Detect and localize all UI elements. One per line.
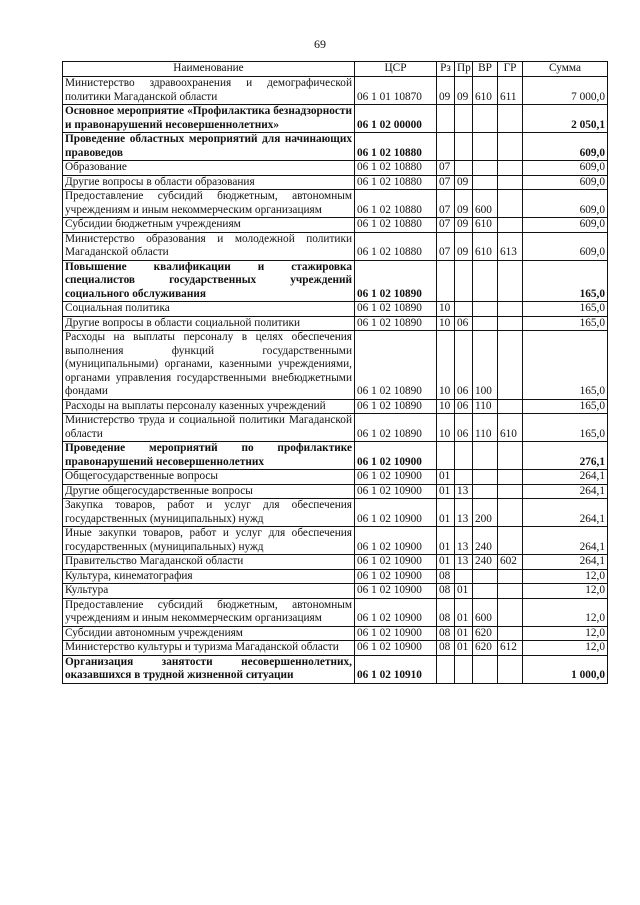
cell-sum: 12,0	[523, 626, 608, 641]
cell-sum: 264,1	[523, 499, 608, 527]
cell-gr	[498, 161, 523, 176]
cell-csr: 06 1 02 10910	[355, 655, 437, 683]
table-row	[63, 190, 608, 218]
cell-vr	[473, 133, 498, 161]
table-body	[63, 77, 608, 684]
cell-name: Расходы на выплаты персоналу казенных учреждений	[63, 399, 355, 414]
cell-vr	[473, 584, 498, 599]
cell-name: Проведение мероприятий по профилактике правонарушений несовершеннолетних	[63, 442, 355, 470]
cell-name: Другие вопросы в области образования	[63, 175, 355, 190]
table-row	[63, 232, 608, 260]
cell-rz: 07	[437, 161, 455, 176]
header-rz: Рз	[437, 62, 455, 77]
cell-rz: 01	[437, 499, 455, 527]
cell-rz	[437, 105, 455, 133]
cell-name: Закупка товаров, работ и услуг для обеспечения государственных (муниципальных) нужд	[63, 499, 355, 527]
cell-pr	[455, 161, 473, 176]
table-row	[63, 641, 608, 656]
cell-pr: 09	[455, 190, 473, 218]
cell-pr	[455, 302, 473, 317]
cell-vr: 100	[473, 331, 498, 400]
header-name: Наименование	[63, 62, 355, 77]
table-row	[63, 470, 608, 485]
cell-sum: 165,0	[523, 316, 608, 331]
cell-csr: 06 1 02 10880	[355, 161, 437, 176]
cell-csr: 06 1 01 10870	[355, 77, 437, 105]
cell-rz: 07	[437, 175, 455, 190]
table-row	[63, 442, 608, 470]
cell-rz	[437, 655, 455, 683]
cell-sum: 276,1	[523, 442, 608, 470]
cell-name: Министерство культуры и туризма Магаданской области	[63, 641, 355, 656]
cell-sum: 609,0	[523, 218, 608, 233]
cell-name: Предоставление субсидий бюджетным, автономным учреждениям и иным некоммерческим организациям	[63, 190, 355, 218]
cell-csr: 06 1 02 10900	[355, 470, 437, 485]
cell-pr	[455, 442, 473, 470]
cell-sum: 2 050,1	[523, 105, 608, 133]
cell-pr	[455, 569, 473, 584]
cell-vr	[473, 260, 498, 302]
cell-sum: 264,1	[523, 527, 608, 555]
cell-sum: 12,0	[523, 584, 608, 599]
header-vr: ВР	[473, 62, 498, 77]
cell-pr: 13	[455, 527, 473, 555]
cell-rz: 10	[437, 399, 455, 414]
cell-rz: 07	[437, 232, 455, 260]
cell-pr: 09	[455, 232, 473, 260]
cell-pr: 13	[455, 555, 473, 570]
cell-vr: 110	[473, 414, 498, 442]
cell-sum: 609,0	[523, 232, 608, 260]
cell-sum: 12,0	[523, 598, 608, 626]
cell-pr: 09	[455, 77, 473, 105]
cell-rz	[437, 260, 455, 302]
table-row	[63, 105, 608, 133]
cell-vr: 620	[473, 626, 498, 641]
cell-gr: 610	[498, 414, 523, 442]
cell-vr	[473, 161, 498, 176]
cell-gr	[498, 626, 523, 641]
cell-gr	[498, 302, 523, 317]
cell-name: Социальная политика	[63, 302, 355, 317]
cell-name: Расходы на выплаты персоналу в целях обеспечения выполнения функций государственными (муниципальными) органами, казенными учреждениями, органами управления государственными внебюджетными фондами	[63, 331, 355, 400]
cell-vr	[473, 442, 498, 470]
table-row	[63, 133, 608, 161]
cell-gr	[498, 133, 523, 161]
cell-csr: 06 1 02 10890	[355, 414, 437, 442]
cell-gr: 602	[498, 555, 523, 570]
cell-name: Субсидии автономным учреждениям	[63, 626, 355, 641]
cell-csr: 06 1 02 10880	[355, 232, 437, 260]
cell-csr: 06 1 02 10890	[355, 302, 437, 317]
budget-table	[62, 61, 608, 684]
cell-pr: 09	[455, 175, 473, 190]
cell-gr	[498, 598, 523, 626]
cell-vr: 610	[473, 218, 498, 233]
table-header	[63, 62, 608, 77]
cell-pr: 13	[455, 499, 473, 527]
cell-pr: 13	[455, 484, 473, 499]
table-row	[63, 161, 608, 176]
cell-vr: 610	[473, 232, 498, 260]
cell-name: Другие общегосударственные вопросы	[63, 484, 355, 499]
table-row	[63, 316, 608, 331]
table-row	[63, 218, 608, 233]
cell-vr	[473, 569, 498, 584]
cell-csr: 06 1 02 10900	[355, 527, 437, 555]
cell-gr	[498, 331, 523, 400]
cell-name: Образование	[63, 161, 355, 176]
cell-sum: 264,1	[523, 484, 608, 499]
cell-vr	[473, 105, 498, 133]
cell-pr: 01	[455, 584, 473, 599]
cell-rz: 08	[437, 598, 455, 626]
cell-rz: 08	[437, 584, 455, 599]
cell-rz: 10	[437, 316, 455, 331]
cell-gr	[498, 190, 523, 218]
cell-csr: 06 1 02 10900	[355, 626, 437, 641]
cell-pr	[455, 133, 473, 161]
cell-sum: 264,1	[523, 470, 608, 485]
cell-gr: 611	[498, 77, 523, 105]
table-row	[63, 555, 608, 570]
cell-name: Основное мероприятие «Профилактика безнадзорности и правонарушений несовершеннолетних»	[63, 105, 355, 133]
cell-vr	[473, 175, 498, 190]
cell-name: Предоставление субсидий бюджетным, автономным учреждениям и иным некоммерческим организациям	[63, 598, 355, 626]
table-row	[63, 655, 608, 683]
cell-pr: 06	[455, 414, 473, 442]
cell-name: Министерство образования и молодежной политики Магаданской области	[63, 232, 355, 260]
header-csr: ЦСР	[355, 62, 437, 77]
cell-sum: 12,0	[523, 641, 608, 656]
cell-sum: 7 000,0	[523, 77, 608, 105]
cell-gr	[498, 584, 523, 599]
cell-gr	[498, 399, 523, 414]
cell-csr: 06 1 02 10900	[355, 641, 437, 656]
cell-sum: 264,1	[523, 555, 608, 570]
cell-name: Иные закупки товаров, работ и услуг для обеспечения государственных (муниципальных) нужд	[63, 527, 355, 555]
cell-vr	[473, 484, 498, 499]
cell-sum: 609,0	[523, 190, 608, 218]
cell-pr	[455, 260, 473, 302]
cell-csr: 06 1 02 10890	[355, 316, 437, 331]
table-row	[63, 584, 608, 599]
table-row	[63, 626, 608, 641]
table-row	[63, 302, 608, 317]
cell-rz: 01	[437, 484, 455, 499]
cell-rz: 10	[437, 414, 455, 442]
cell-vr	[473, 470, 498, 485]
cell-csr: 06 1 02 10900	[355, 484, 437, 499]
cell-gr	[498, 527, 523, 555]
cell-gr	[498, 442, 523, 470]
cell-rz: 10	[437, 331, 455, 400]
cell-gr: 612	[498, 641, 523, 656]
cell-gr	[498, 260, 523, 302]
cell-pr: 01	[455, 626, 473, 641]
cell-gr: 613	[498, 232, 523, 260]
cell-vr	[473, 655, 498, 683]
cell-vr: 240	[473, 527, 498, 555]
cell-sum: 165,0	[523, 302, 608, 317]
cell-pr: 06	[455, 316, 473, 331]
cell-csr: 06 1 02 10880	[355, 218, 437, 233]
cell-gr	[498, 316, 523, 331]
cell-name: Организация занятости несовершеннолетних, оказавшихся в трудной жизненной ситуации	[63, 655, 355, 683]
cell-name: Проведение областных мероприятий для начинающих правоведов	[63, 133, 355, 161]
cell-vr: 610	[473, 77, 498, 105]
cell-sum: 609,0	[523, 133, 608, 161]
cell-gr	[498, 569, 523, 584]
cell-sum: 165,0	[523, 331, 608, 400]
cell-csr: 06 1 02 10900	[355, 584, 437, 599]
cell-pr	[455, 105, 473, 133]
cell-gr	[498, 470, 523, 485]
cell-gr	[498, 499, 523, 527]
cell-name: Повышение квалификации и стажировка специалистов государственных учреждений социального обслуживания	[63, 260, 355, 302]
cell-pr	[455, 470, 473, 485]
table-row	[63, 175, 608, 190]
table-row	[63, 569, 608, 584]
cell-rz: 10	[437, 302, 455, 317]
cell-pr: 06	[455, 399, 473, 414]
cell-csr: 06 1 02 10900	[355, 555, 437, 570]
cell-csr: 06 1 02 10880	[355, 190, 437, 218]
table-row	[63, 414, 608, 442]
cell-rz: 07	[437, 218, 455, 233]
cell-rz: 08	[437, 626, 455, 641]
cell-gr	[498, 655, 523, 683]
cell-csr: 06 1 02 10890	[355, 331, 437, 400]
cell-gr	[498, 105, 523, 133]
cell-rz	[437, 442, 455, 470]
cell-name: Общегосударственные вопросы	[63, 470, 355, 485]
cell-name: Правительство Магаданской области	[63, 555, 355, 570]
cell-rz: 08	[437, 641, 455, 656]
cell-csr: 06 1 02 10900	[355, 499, 437, 527]
cell-name: Субсидии бюджетным учреждениям	[63, 218, 355, 233]
cell-sum: 165,0	[523, 399, 608, 414]
cell-rz: 01	[437, 555, 455, 570]
cell-pr	[455, 655, 473, 683]
cell-vr	[473, 302, 498, 317]
table-row	[63, 260, 608, 302]
cell-sum: 609,0	[523, 175, 608, 190]
cell-vr	[473, 316, 498, 331]
cell-csr: 06 1 02 10880	[355, 133, 437, 161]
table-row	[63, 484, 608, 499]
cell-rz: 01	[437, 470, 455, 485]
cell-csr: 06 1 02 10880	[355, 175, 437, 190]
cell-pr: 06	[455, 331, 473, 400]
cell-pr: 01	[455, 598, 473, 626]
cell-name: Культура, кинематография	[63, 569, 355, 584]
cell-pr: 01	[455, 641, 473, 656]
page-number: 69	[314, 37, 326, 51]
table-row	[63, 499, 608, 527]
header-sum: Сумма	[523, 62, 608, 77]
table-row	[63, 331, 608, 400]
cell-vr: 200	[473, 499, 498, 527]
cell-rz: 07	[437, 190, 455, 218]
cell-pr: 09	[455, 218, 473, 233]
cell-vr: 600	[473, 598, 498, 626]
table-row	[63, 77, 608, 105]
cell-csr: 06 1 02 10900	[355, 442, 437, 470]
cell-rz: 09	[437, 77, 455, 105]
cell-csr: 06 1 02 10890	[355, 260, 437, 302]
table-row	[63, 399, 608, 414]
cell-gr	[498, 484, 523, 499]
cell-vr: 620	[473, 641, 498, 656]
cell-vr: 110	[473, 399, 498, 414]
cell-sum: 165,0	[523, 414, 608, 442]
cell-sum: 165,0	[523, 260, 608, 302]
cell-name: Культура	[63, 584, 355, 599]
cell-name: Министерство труда и социальной политики Магаданской области	[63, 414, 355, 442]
cell-rz: 08	[437, 569, 455, 584]
cell-rz: 01	[437, 527, 455, 555]
cell-sum: 12,0	[523, 569, 608, 584]
cell-csr: 06 1 02 10890	[355, 399, 437, 414]
cell-rz	[437, 133, 455, 161]
cell-gr	[498, 175, 523, 190]
table-row	[63, 598, 608, 626]
cell-name: Министерство здравоохранения и демографической политики Магаданской области	[63, 77, 355, 105]
cell-gr	[498, 218, 523, 233]
header-gr: ГР	[498, 62, 523, 77]
cell-vr: 240	[473, 555, 498, 570]
cell-vr: 600	[473, 190, 498, 218]
cell-csr: 06 1 02 10900	[355, 569, 437, 584]
header-pr: Пр	[455, 62, 473, 77]
table-row	[63, 527, 608, 555]
cell-sum: 609,0	[523, 161, 608, 176]
cell-csr: 06 1 02 10900	[355, 598, 437, 626]
cell-name: Другие вопросы в области социальной политики	[63, 316, 355, 331]
cell-sum: 1 000,0	[523, 655, 608, 683]
cell-csr: 06 1 02 00000	[355, 105, 437, 133]
